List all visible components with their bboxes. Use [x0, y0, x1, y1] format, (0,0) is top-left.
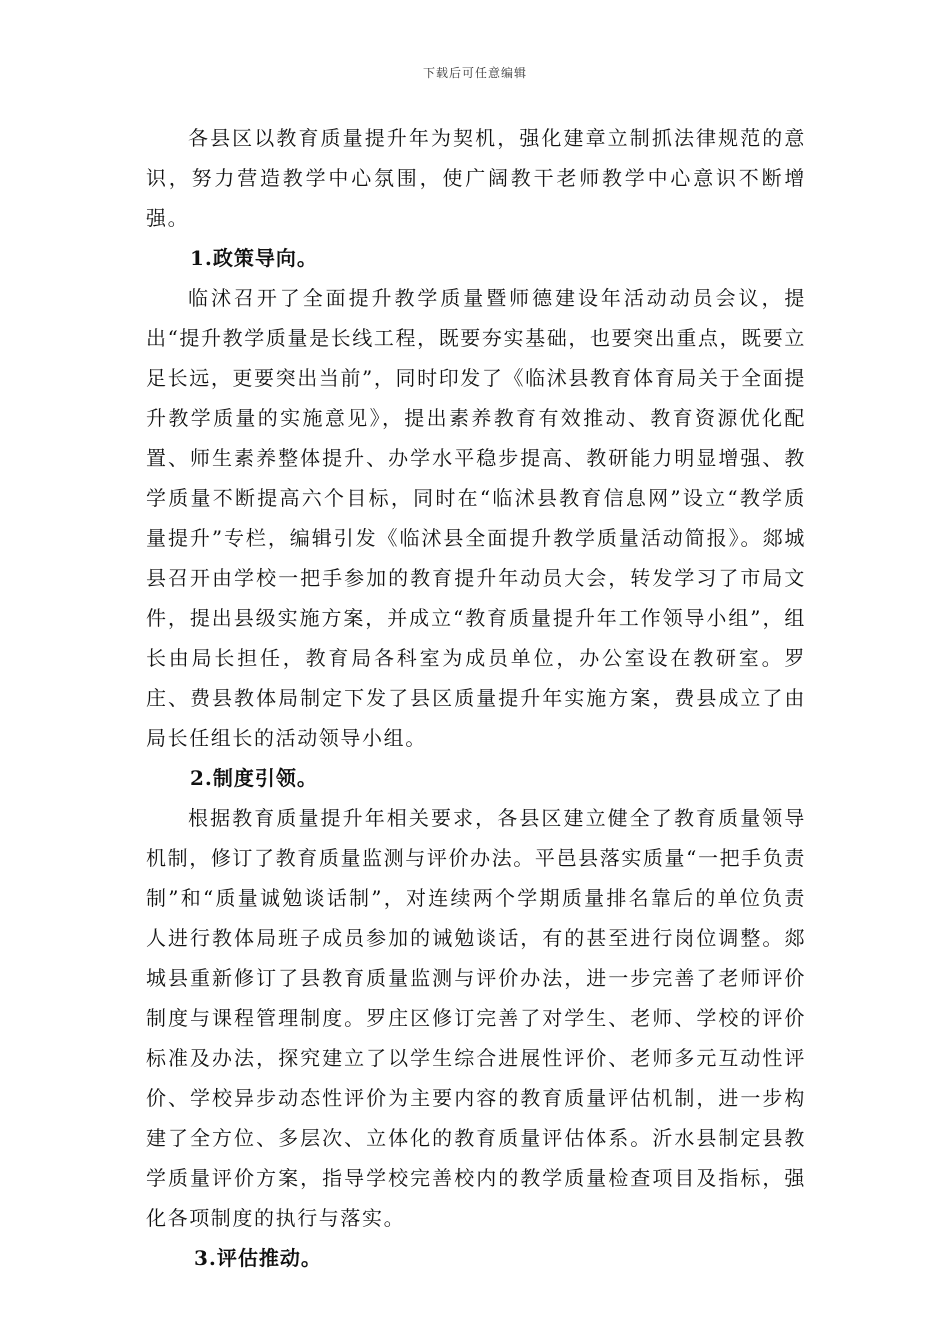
section-body-system: 根据教育质量提升年相关要求，各县区建立健全了教育质量领导机制，修订了教育质量监测与评价办法。平邑县落实质量“一把手负责制”和“质量诚勉谈话制”，对连续两个学期质量排名靠后的单位负责人进行教体局班子成员参加的诫勉谈话，有的甚至进行岗位调整。郯城县重新修订了县教育质量监测与评价办法，进一步完善了老师评价制度与课程管理制度。罗庄区修订完善了对学生、老师、学校的评价标准及办法，探究建立了以学生综合进展性评价、老师多元互动性评价、学校异步动态性评价为主要内容的教育质量评估机制，进一步构建了全方位、多层次、立体化的教育质量评估体系。沂水县制定县教学质量评价方案，指导学校完善校内的教学质量检查项目及指标，强化各项制度的执行与落实。	[146, 806, 806, 1230]
intro-paragraph: 各县区以教育质量提升年为契机，强化建章立制抓法律规范的意识，努力营造教学中心氛围，使广阔教干老师教学中心意识不断增强。	[146, 126, 806, 230]
section-heading-system: 2.制度引领。	[190, 766, 318, 790]
section-heading-evaluation: 3.评估推动。	[194, 1246, 322, 1270]
section-heading-policy: 1.政策导向。	[190, 246, 318, 270]
document-body	[146, 118, 806, 1278]
download-note: 下载后可任意编辑	[422, 66, 527, 80]
section-body-policy: 临沭召开了全面提升教学质量暨师德建设年活动动员会议，提出“提升教学质量是长线工程，既要夯实基础，也要突出重点，既要立足长远，更要突出当前”，同时印发了《临沭县教育体育局关于全面提升教学质量的实施意见》，提出素养教育有效推动、教育资源优化配置、师生素养整体提升、办学水平稳步提高、教研能力明显增强、教学质量不断提高六个目标，同时在“临沭县教育信息网”设立“教学质量提升”专栏，编辑引发《临沭县全面提升教学质量活动简报》。郯城县召开由学校一把手参加的教育提升年动员大会，转发学习了市局文件，提出县级实施方案，并成立“教育质量提升年工作领导小组”，组长由局长担任，教育局各科室为成员单位，办公室设在教研室。罗庄、费县教体局制定下发了县区质量提升年实施方案，费县成立了由局长任组长的活动领导小组。	[146, 286, 806, 750]
